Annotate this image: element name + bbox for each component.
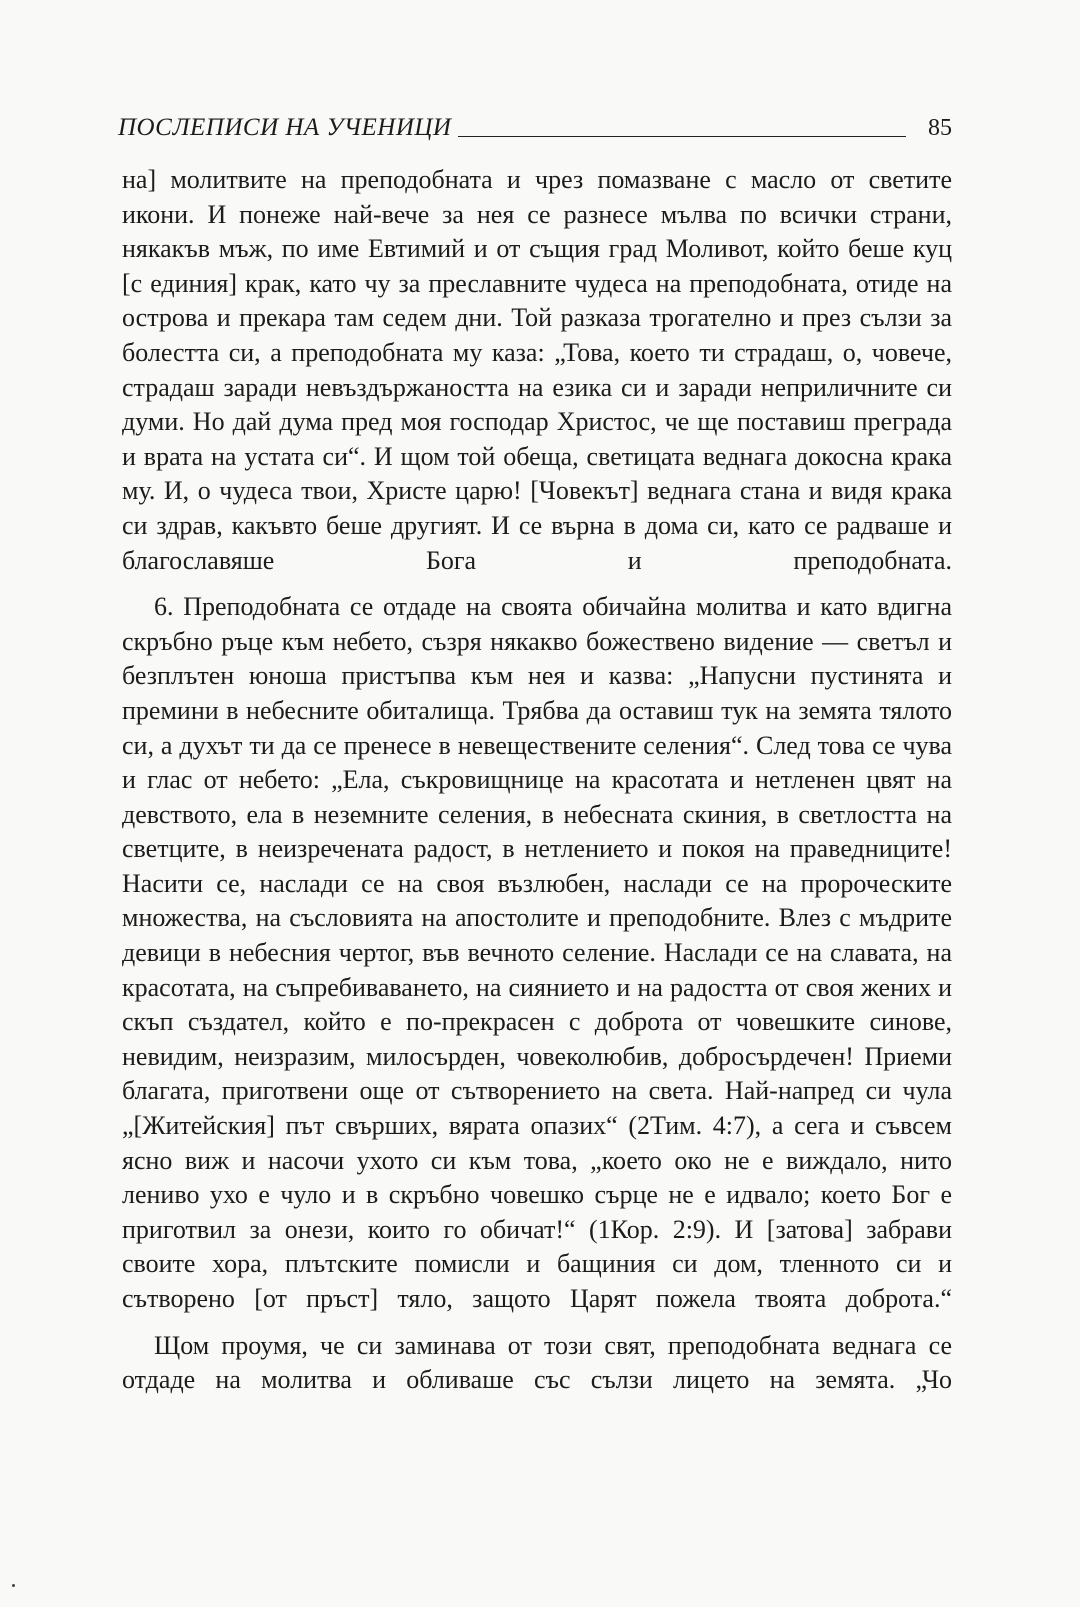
scan-speck: [12, 1584, 15, 1587]
running-head: [118, 100, 952, 140]
paragraph-departure: Щом проумя, че си заминава от този свят, преподобната веднага се отдаде на молитва и обливаше със сълзи лицето на земята. „Чо: [122, 1330, 952, 1395]
paragraph-continuation: на] молитвите на преподобната и чрез помазване с масло от светите икони. И понеже най-вече за нея се разнесе мълва по всички страни, някакъв мъж, по име Евтимий и от същия град Моливот, който беше куц [с единия] крак, като чу за преславните чудеса на преподобната, отиде на острова и прекара там седем дни. Той разказа трогателно и през сълзи за болестта си, а преподобната му каза: „Това, което ти страдаш, о, човече, страдаш заради невъздържаността на езика си и заради неприличните си думи. Но дай дума пред моя господар Христос, че ще поставиш преграда и врата на устата си“. И щом той обеща, светицата веднага докосна крака му. И, о чудеса твои, Христе царю! [Човекът] веднага стана и видя крака си здрав, какъвто беше другият. И се върна в дома си, като се радваше и благославяше Бога и преподобната.: [122, 165, 952, 575]
paragraph-section-6: 6. Преподобната се отдаде на своята обичайна молитва и като вдигна скръбно ръце към небето, съзря някакво божествено видение — светъл и безплътен юноша пристъпва към нея и казва: „Напусни пустинята и премини в небесните обиталища. Трябва да оставиш тук на земята тялото си, а духът ти да се пренесе в невеществените селения“. След това се чува и глас от небето: „Ела, съкровищнице на красотата и нетленен цвят на девството, ела в неземните селения, в небесната скиния, в светлостта на светците, в неизречената радост, в нетлението и покоя на праведниците! Насити се, наслади се на своя възлюбен, наслади се на пророческите множества, на съсловията на апостолите и преподобните. Влез с мъдрите девици в небесния чертог, във вечното селение. Наслади се на славата, на красотата, на съпребиваването, на сиянието и на радостта от своя жених и скъп създател, който е по-прекрасен с доброта от човешките синове, невидим, неизразим, милосърден, човеколюбив, добросърдечен! Приеми благата, приготвени още от сътворението на света. Най-напред си чула „[Житейския] път свърших, вярата опазих“ (2Тим. 4:7), а сега и съвсем ясно виж и насочи ухото си към това, „което око не е виждало, нито лениво ухо е чуло и в скръбно човешко сърце не е идвало; което Бог е приготвил за онези, които го обичат!“ (1Кор. 2:9). И [затова] забрави своите хора, плътските помисли и бащиния си дом, тленното си и сътворено [от пръст] тяло, защото Царят пожела твоята доброта.“: [122, 592, 952, 1313]
body-text: [122, 163, 952, 1398]
page-number: 85: [928, 115, 952, 141]
running-title: ПОСЛЕПИСИ НА УЧЕНИЦИ: [118, 114, 452, 141]
header-rule: [458, 136, 907, 137]
